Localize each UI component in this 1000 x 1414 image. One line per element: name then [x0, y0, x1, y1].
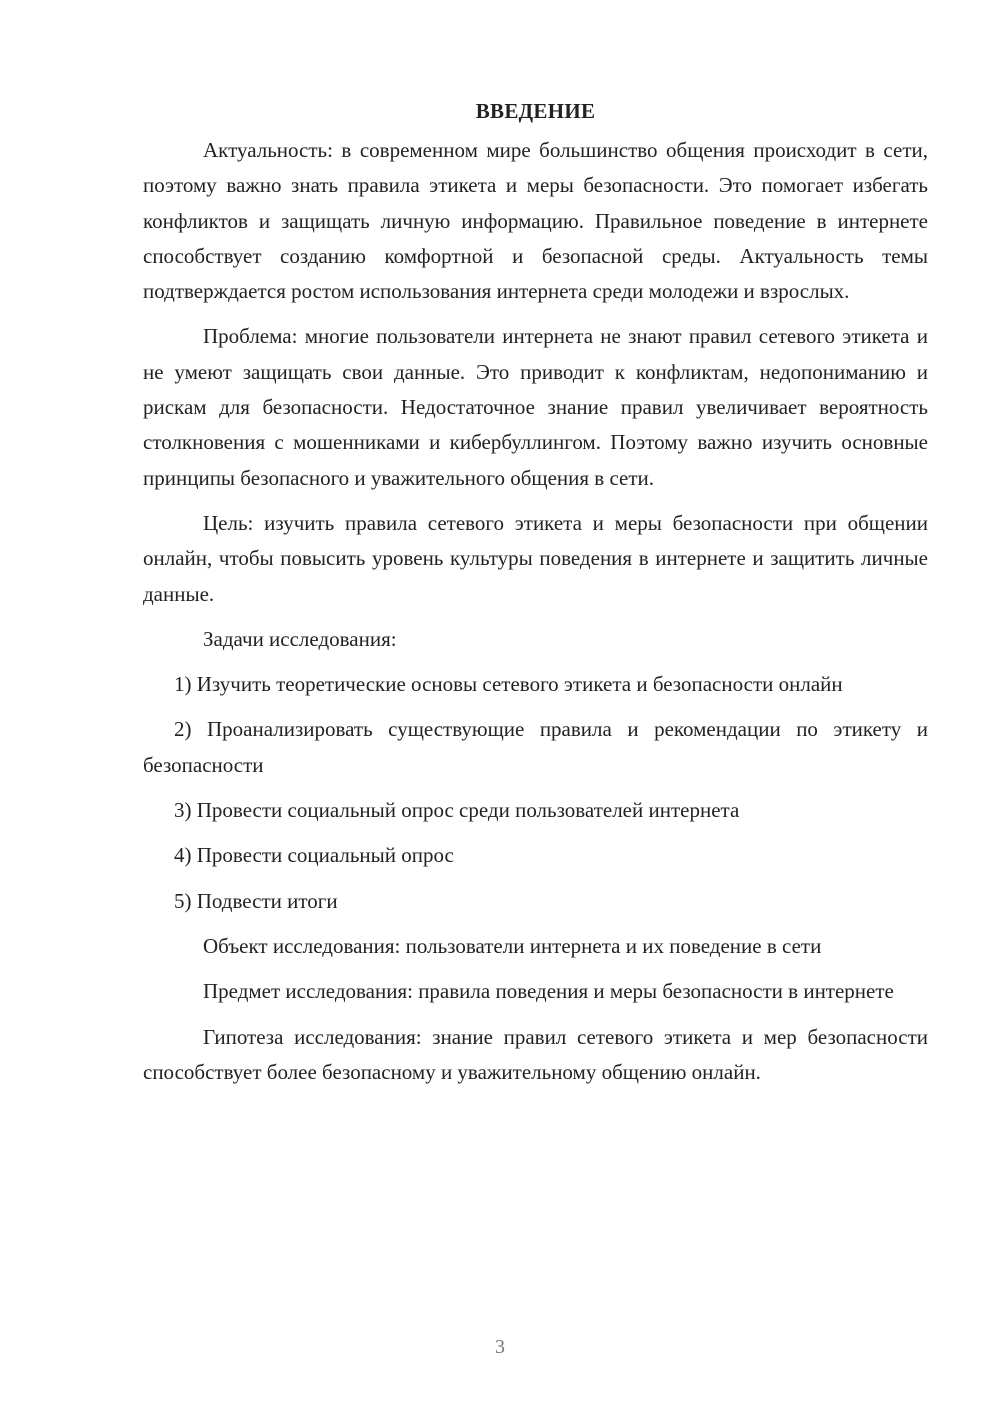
object-paragraph: Объект исследования: пользователи интернета и их поведение в сети: [203, 933, 822, 958]
document-body: [143, 94, 928, 1100]
page-number: 3: [495, 1336, 505, 1358]
problem-paragraph: Проблема: многие пользователи интернета не знают правил сетевого этикета и не умеют защищать свои данные. Это приводит к конфликтам, недопониманию и рискам для безопасности. Недостаточное знание правил увеличивает вероятность столкновения с мошенниками и кибербуллингом. Поэтому важно изучить основные принципы безопасного и уважительного общения в сети.: [143, 324, 928, 490]
task-item-2: 2) Проанализировать существующие правила и рекомендации по этикету и безопасности: [143, 717, 928, 777]
subject-paragraph: Предмет исследования: правила поведения и меры безопасности в интернете: [203, 979, 894, 1004]
tasks-heading: Задачи исследования:: [203, 626, 397, 651]
task-item-4: 4) Провести социальный опрос: [174, 843, 454, 868]
page-title: ВВЕДЕНИЕ: [475, 99, 596, 123]
task-item-5: 5) Подвести итоги: [174, 888, 338, 913]
task-item-1: 1) Изучить теоретические основы сетевого этикета и безопасности онлайн: [174, 672, 843, 697]
hypothesis-paragraph: Гипотеза исследования: знание правил сетевого этикета и мер безопасности способствует более безопасному и уважительному общению онлайн.: [143, 1024, 928, 1084]
goal-paragraph: Цель: изучить правила сетевого этикета и меры безопасности при общении онлайн, чтобы повысить уровень культуры поведения в интернете и защитить личные данные.: [143, 510, 928, 606]
relevance-paragraph: Актуальность: в современном мире большинство общения происходит в сети, поэтому важно знать правила этикета и меры безопасности. Это помогает избегать конфликтов и защищать личную информацию. Правильное поведение в интернете способствует созданию комфортной и безопасной среды. Актуальность темы подтверждается ростом использования интернета среди молодежи и взрослых.: [143, 138, 928, 304]
task-item-3: 3) Провести социальный опрос среди пользователей интернета: [174, 798, 740, 823]
